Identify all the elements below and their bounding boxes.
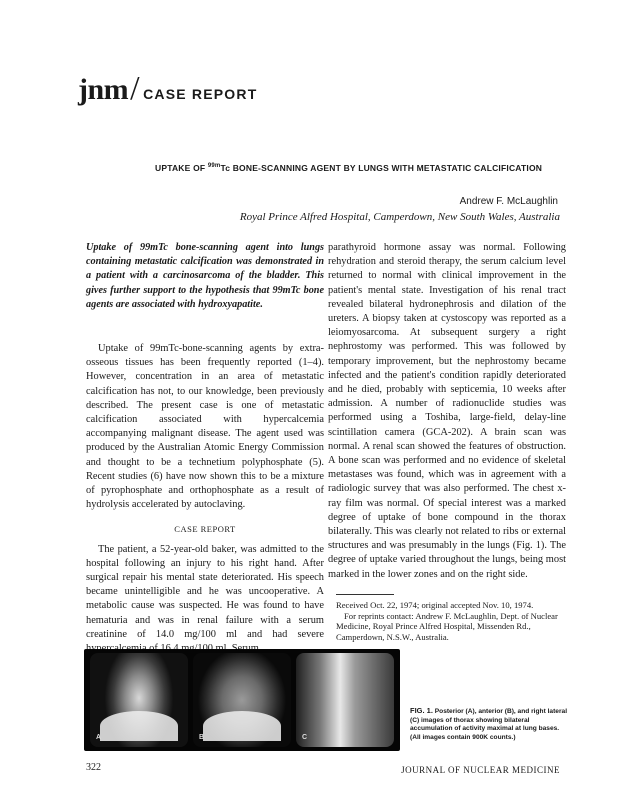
figure-1-image bbox=[84, 649, 400, 751]
page-number: 322 bbox=[86, 762, 101, 773]
caption-text: Posterior (A), anterior (B), and right lateral (C) images of thorax showing bilateral accumulation of activity maximal at lung bases. (All images contain 900K counts.) bbox=[410, 708, 568, 741]
author-name: Andrew F. McLaughlin bbox=[459, 196, 558, 207]
journal-logo: jnm bbox=[78, 73, 129, 106]
panel-label: C bbox=[302, 734, 308, 741]
footnote-rule bbox=[336, 594, 394, 595]
scan-panel-c bbox=[296, 653, 394, 747]
intro-paragraph: Uptake of 99mTc-bone-scanning agents by extra-osseous tissues has been frequently reported (1–4). However, concentration in an area of metastatic calcification has not, to our knowledge, been previously described. The present case is one of metastatic calcification associated with hypercalcemia accompanying malignant disease. The agent used was produced by the Australian Atomic Energy Commission and thought to be a technetium polyphosphate (5). Recent studies (6) have now shown this to be a mixture of pyrophosphate and orthophosphate as a result of hydrolysis accelerated by autoclaving. bbox=[86, 343, 324, 511]
received-note: Received Oct. 22, 1974; original accepted Nov. 10, 1974. bbox=[336, 600, 534, 610]
figure-label: FIG. 1. bbox=[410, 706, 433, 715]
case-continuation: parathyroid hormone assay was normal. Following rehydration and steroid therapy, the serum calcium level returned to normal with clinical improvement in the patient's mental state. Investigation of his renal tract revealed bilateral hydronephrosis and dilation of the ureters. A biopsy taken at cystoscopy was reported as a leiomyosarcoma. At subsequent surgery a right nephrostomy was performed. This was followed by temporary improvement, but the nephrostomy became infected and the patient's condition rapidly deteriorated and he died, probably with septicemia, 10 weeks after admission. A number of radionuclide studies was performed using a Toshiba, large-field, delay-line scintillation camera (GCA-202). A brain scan was normal. A renal scan showed the features of obstruction. A bone scan was performed and no evidence of skeletal metastases was found, which was in agreement with a radiologic survey that was also performed. The chest x-ray film was normal. Of special interest was a marked degree of uptake of bone compound in the thorax bilaterally. This was clearly not related to ribs or external structures and was presumably in the lungs (Fig. 1). The degree of uptake varied throughout the lungs, being most marked in the lower zones and on the right side. bbox=[328, 242, 566, 580]
lung-base-uptake bbox=[100, 711, 178, 741]
header-slash: / bbox=[130, 70, 140, 107]
right-column bbox=[328, 241, 566, 582]
scan-panel-b bbox=[193, 653, 291, 747]
lung-base-uptake bbox=[203, 711, 281, 741]
case-report-heading: CASE REPORT bbox=[174, 524, 236, 535]
title-part: Tc BONE-SCANNING AGENT BY LUNGS WITH METASTATIC CALCIFICATION bbox=[220, 163, 543, 173]
panel-label: B bbox=[199, 734, 205, 741]
scan-panel-a bbox=[90, 653, 188, 747]
footnote bbox=[336, 600, 568, 642]
section-label: CASE REPORT bbox=[143, 86, 258, 102]
author-affiliation: Royal Prince Alfred Hospital, Camperdown, New South Wales, Australia bbox=[239, 211, 560, 223]
article-title bbox=[155, 163, 575, 173]
reprints-note: For reprints contact: Andrew F. McLaughlin, Dept. of Nuclear Medicine, Royal Prince Alfred Hospital, Missenden Rd., Camperdown, N.S.W., Australia. bbox=[336, 610, 558, 642]
journal-header bbox=[78, 70, 257, 108]
abstract: Uptake of 99mTc bone-scanning agent into lungs containing metastatic calcification was demonstrated in a patient with a carcinosarcoma of the bladder. This gives further support to the hypothesis that 99mTc bone agents are associated with hydroxyapatite. bbox=[86, 242, 324, 310]
title-part: UPTAKE OF bbox=[155, 163, 208, 173]
panel-label: A bbox=[96, 734, 102, 741]
running-head: JOURNAL OF NUCLEAR MEDICINE bbox=[401, 765, 560, 775]
left-column bbox=[86, 342, 324, 656]
case-paragraph: The patient, a 52-year-old baker, was admitted to the hospital following an injury to his right hand. After surgical repair his mental state deteriorated. His speech became unintelligible and he was uncooperative. A metabolic cause was suspected. He was found to have hematuria and was in renal failure with a serum creatinine of 14.0 mg/100 ml and had severe bbox=[86, 543, 324, 640]
title-superscript: 99m bbox=[207, 163, 221, 170]
figure-caption bbox=[410, 707, 570, 742]
